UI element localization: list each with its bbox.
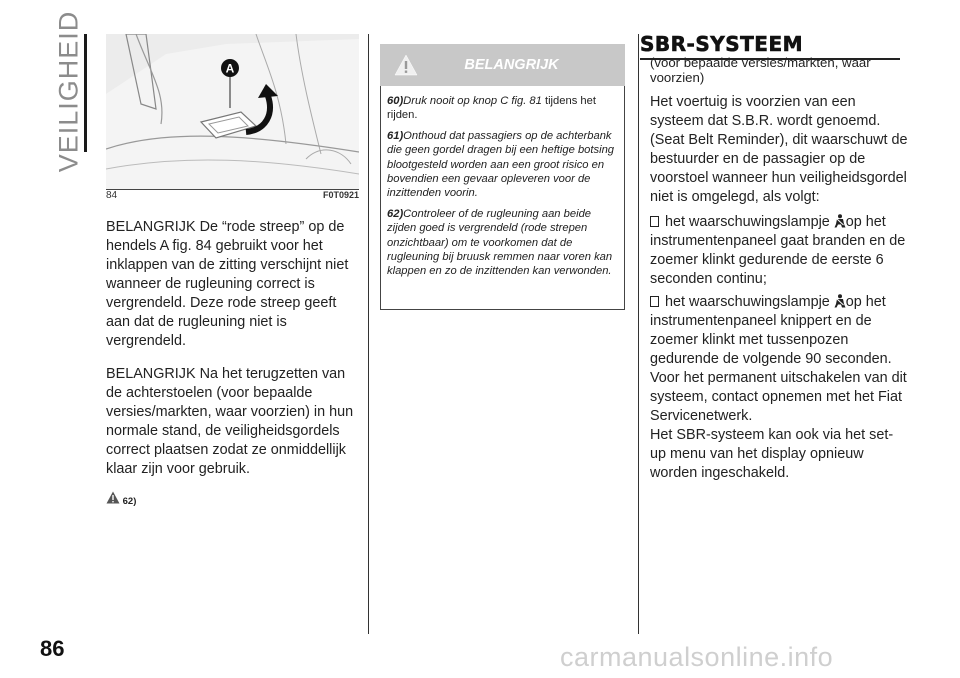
left-column: [106, 218, 364, 508]
warning-reference: [106, 491, 364, 508]
seat-lever-illustration: [106, 34, 359, 189]
seatbelt-warning-icon: [834, 214, 846, 228]
page-number: 86: [40, 636, 65, 661]
warning-item-number: 60): [387, 95, 404, 107]
warning-triangle-icon: [106, 491, 120, 504]
sbr-subtitle: (voor bepaalde versies/markten, waar voorzien): [650, 55, 871, 85]
reference-number: 62): [122, 496, 137, 507]
seatbelt-warning-icon: [834, 294, 846, 308]
sbr-reenable-paragraph: Het SBR-systeem kan ook via het set-up menu van het display opnieuw worden ingeschakeld.: [650, 427, 894, 481]
sbr-bullet-text: op het instrumentenpaneel knippert en de zoemer klinkt met tussenpozen gedurende de volgende 90 seconden.: [650, 294, 892, 367]
column-divider-1: [368, 34, 369, 634]
sbr-bullet-text: het waarschuwingslampje: [665, 214, 830, 230]
warning-item: [387, 207, 618, 279]
warning-item-number: 61): [387, 129, 404, 142]
paragraph-reset-seats: BELANGRIJK Na het terugzetten van de achterstoelen (voor bepaalde versies/markten, waar voorzien) in hun normale stand, de veiligheidsgordels correct plaatsen zodat ze onmiddellijk klaar zijn voor gebruik.: [106, 366, 354, 477]
checkbox-bullet-icon: [650, 216, 659, 227]
sbr-bullet-text: het waarschuwingslampje: [665, 294, 830, 310]
right-column: [650, 55, 908, 483]
warning-item: [387, 129, 618, 201]
section-title: VEILIGHEID: [53, 10, 84, 172]
figure-image: [106, 34, 359, 189]
sbr-bullet-2: [650, 293, 908, 369]
sbr-intro: Het voertuig is voorzien van een systeem dat S.B.R. wordt genoemd. (Seat Belt Reminder), dit waarschuwt de bestuurder en de passagier op de voorstoel wanneer hun veiligheidsgordel niet is omgelegd, als volgt:: [650, 94, 908, 205]
figure-caption-bar: [106, 189, 359, 203]
warning-item-text: Druk nooit op knop C fig. 81: [403, 95, 542, 107]
sbr-bullet-text: op het instrumentenpaneel gaat branden en de zoemer klinkt gedurende de eerste 6 seconden continu;: [650, 214, 906, 287]
warning-item-text: Controleer of de rugleuning aan beide zijden goed is vergrendeld (rode strepen onzichtbaar) om te voorkomen dat de rugleuning bij bruusk remmen naar voren kan klappen en zo de inzittenden kan verwonden.: [387, 207, 613, 278]
warning-item: [387, 94, 618, 123]
column-divider-2: [638, 34, 639, 634]
sbr-title-text: SBR-SYSTEEM: [640, 32, 804, 56]
figure-code: F0T0921: [322, 190, 359, 200]
side-rule: [84, 34, 87, 152]
figure-number: 84: [106, 190, 118, 201]
warning-box: [380, 86, 625, 310]
watermark: carmanualsonline.info: [560, 642, 834, 672]
warning-item-text-normal: tijdens het rijden.: [387, 95, 596, 122]
paragraph-red-stripe: BELANGRIJK De “rode streep” op de hendels A fig. 84 gebruikt voor het inklappen van de zitting verschijnt niet wanneer de rugleuning correct is vergrendeld. Deze rode streep geeft aan dat de rugleuning niet is vergrendeld.: [106, 219, 349, 349]
warning-header: [380, 44, 625, 86]
section-side-tab: [52, 10, 86, 172]
warning-item-number: 62): [387, 207, 404, 220]
sbr-bullet-1: [650, 213, 908, 289]
warning-title: BELANGRIJK: [464, 57, 559, 73]
warning-triangle-icon: [394, 54, 418, 76]
warning-item-text: Onthoud dat passagiers op de achterbank die geen gordel dragen bij een heftige botsing blootgesteld worden aan een groot risico en bovendien een gevaar opleveren voor de inzittenden voorin.: [387, 129, 615, 200]
figure-callout-a: A: [225, 61, 235, 76]
sbr-disable-paragraph: Voor het permanent uitschakelen van dit systeem, contact opnemen met het Fiat Servicenetwerk.: [650, 370, 907, 424]
checkbox-bullet-icon: [650, 296, 659, 307]
